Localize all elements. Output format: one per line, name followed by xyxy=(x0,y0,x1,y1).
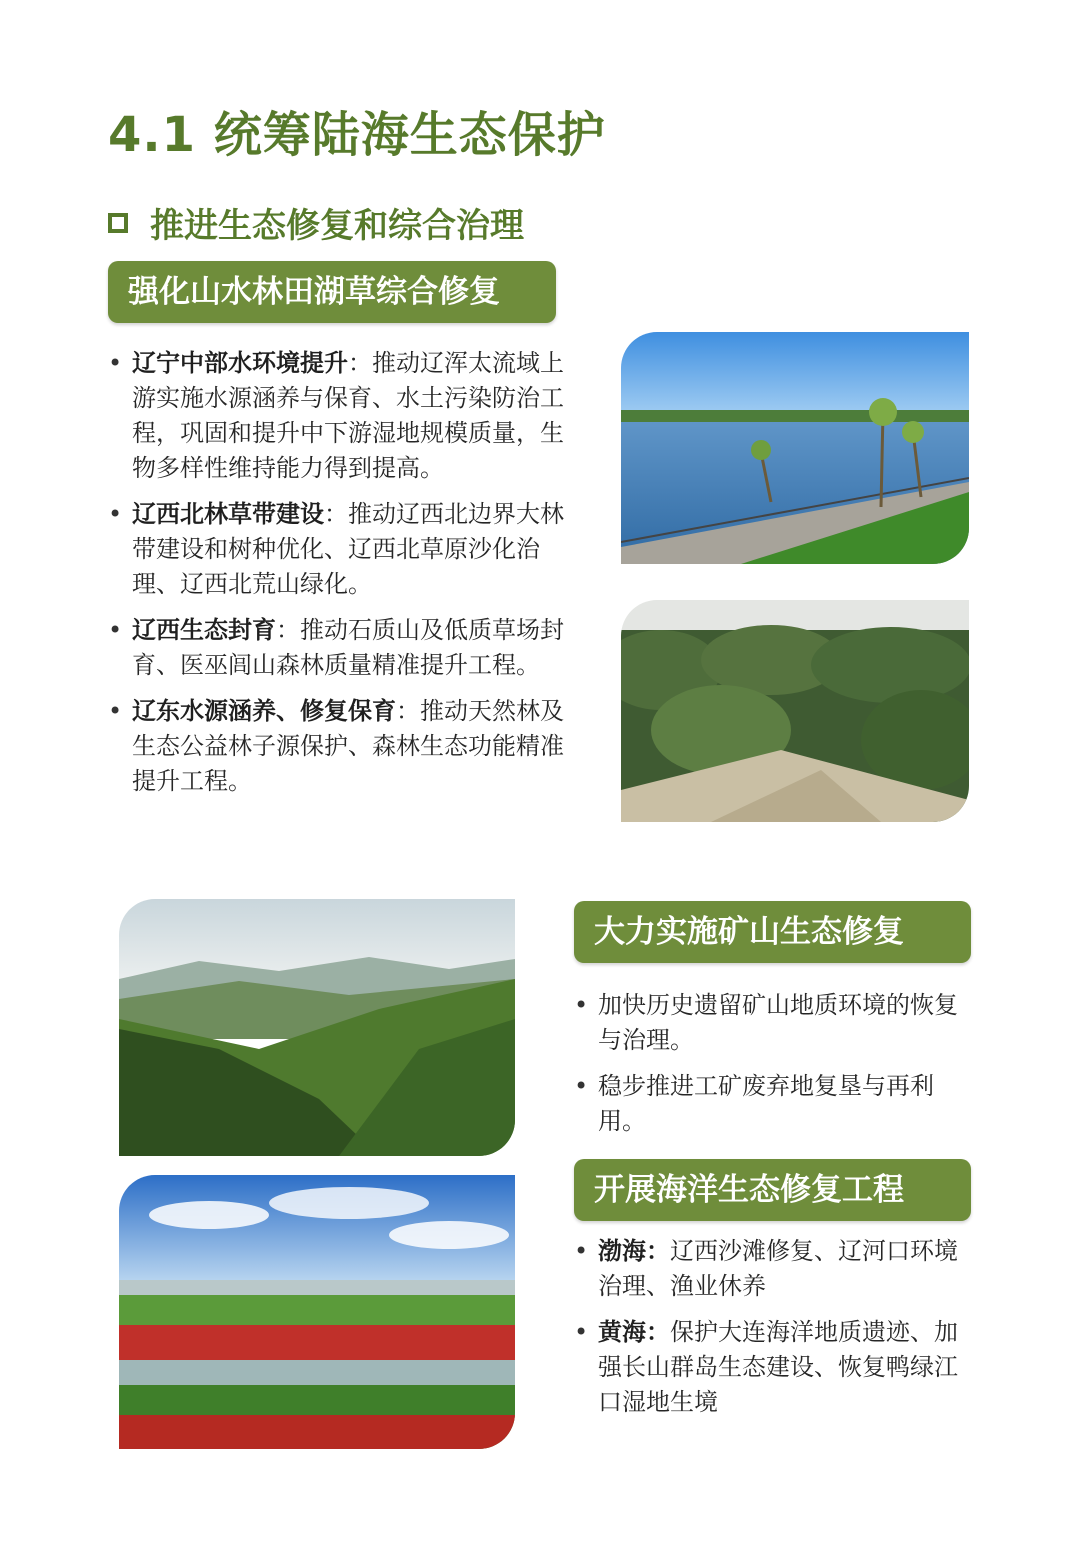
label-ocean-restoration: 开展海洋生态修复工程 xyxy=(574,1159,971,1221)
mountain-photo xyxy=(119,899,515,1156)
list-item: • 辽西生态封育：推动石质山及低质草场封育、医巫闾山森林质量精准提升工程。 xyxy=(108,613,570,683)
section-heading xyxy=(108,198,524,247)
list-item: • 稳步推进工矿废弃地复垦与再利用。 xyxy=(574,1069,974,1139)
page-title: 4.1 统筹陆海生态保护 xyxy=(108,107,606,163)
label-mine-restoration: 大力实施矿山生态修复 xyxy=(574,901,971,963)
list-item: • 渤海：辽西沙滩修复、辽河口环境治理、渔业休养 xyxy=(574,1234,974,1304)
forest-photo xyxy=(621,600,969,822)
list-item: • 辽西北林草带建设：推动辽西北边界大林带建设和树种优化、辽西北草原沙化治理、辽西北荒山绿化。 xyxy=(108,497,570,602)
section-heading-text: 推进生态修复和综合治理 xyxy=(150,206,524,246)
list-item: • 辽宁中部水环境提升：推动辽浑太流域上游实施水源涵养与保育、水土污染防治工程，巩固和提升中下游湿地规模质量，生物多样性维持能力得到提高。 xyxy=(108,346,570,486)
lake-photo xyxy=(621,332,969,564)
list-item: • 黄海：保护大连海洋地质遗迹、加强长山群岛生态建设、恢复鸭绿江口湿地生境 xyxy=(574,1315,974,1420)
checkbox-square-icon xyxy=(108,213,128,233)
label-restore-mountains: 强化山水林田湖草综合修复 xyxy=(108,261,556,323)
list-item: • 辽东水源涵养、修复保育：推动天然林及生态公益林子源保护、森林生态功能精准提升工程。 xyxy=(108,694,570,799)
wetland-photo xyxy=(119,1175,515,1449)
restore-mountains-list xyxy=(108,346,570,810)
ocean-restoration-list xyxy=(574,1234,974,1431)
mine-restoration-list xyxy=(574,988,974,1150)
list-item: • 加快历史遗留矿山地质环境的恢复与治理。 xyxy=(574,988,974,1058)
